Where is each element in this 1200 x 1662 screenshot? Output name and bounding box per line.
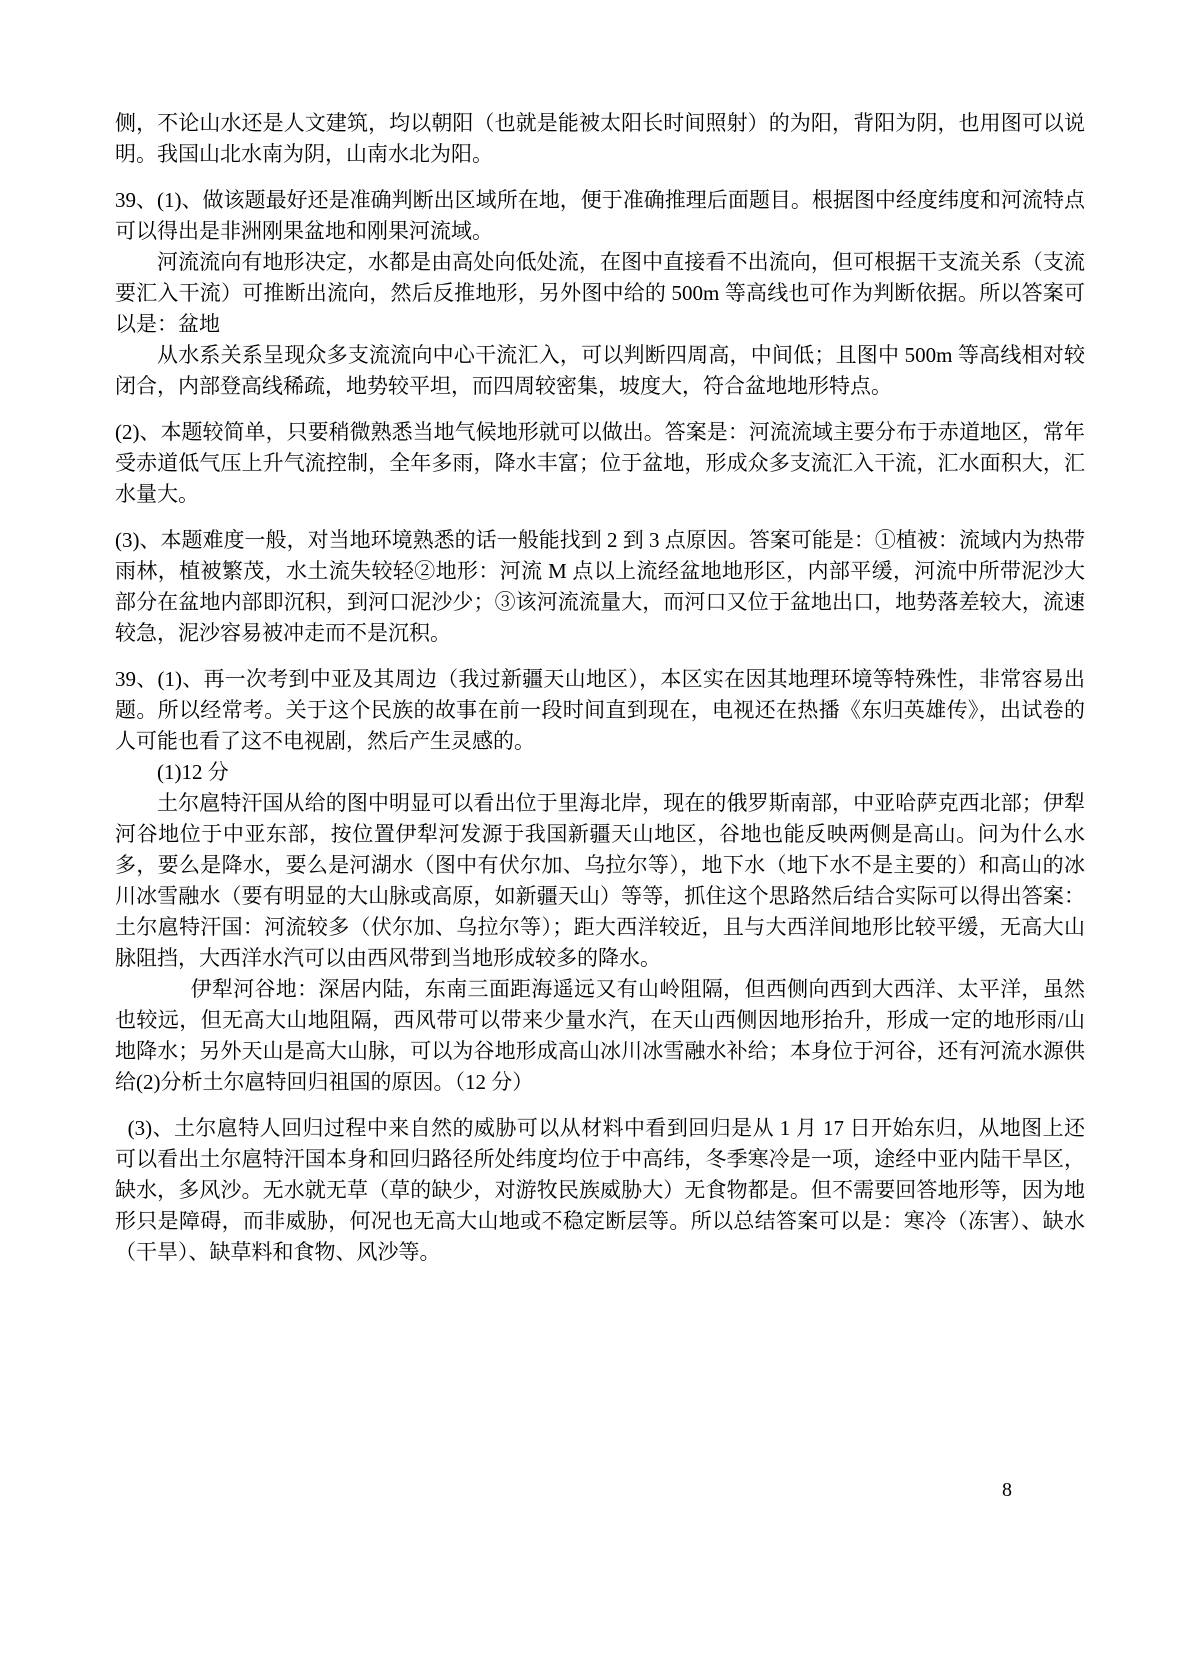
body-paragraph-points-label: (1)12 分	[157, 760, 229, 784]
body-paragraph-river-flow: 河流流向有地形决定，水都是由高处向低处流，在图中直接看不出流向，但可根据干支流关系（支流要汇入干流）可推断出流向，然后反推地形，另外图中给的 500m 等高线也可作为判断依据。所以答案可以是：盆地	[115, 250, 1085, 336]
body-paragraph-water-system: 从水系关系呈现众多支流流向中心干流汇入，可以判断四周高，中间低；且图中 500m 等高线相对较闭合，内部登高线稀疏，地势较平坦，而四周较密集，坡度大，符合盆地地形特点。	[115, 343, 1085, 398]
body-paragraph-q39-1-intro: 39、(1)、做该题最好还是准确判断出区域所在地，便于准确推理后面题目。根据图中经度纬度和河流特点可以得出是非洲刚果盆地和刚果河流域。	[115, 188, 1085, 243]
body-paragraph-q39-2: (2)、本题较简单，只要稍微熟悉当地气候地形就可以做出。答案是：河流流域主要分布于赤道地区，常年受赤道低气压上升气流控制，全年多雨，降水丰富；位于盆地，形成众多支流汇入干流，汇水面积大，汇水量大。	[115, 420, 1085, 506]
body-paragraph-ili-valley: 伊犁河谷地：深居内陆，东南三面距海遥远又有山岭阻隔，但西侧向西到大西洋、太平洋，虽然也较远，但无高大山地阻隔，西风带可以带来少量水汽，在天山西侧因地形抬升，形成一定的地形雨/山地降水；另外天山是高大山脉，可以为谷地形成高山冰川冰雪融水补给；本身位于河谷，还有河流水源供给(2)分析土尔扈特回归祖国的原因。（12 分）	[115, 977, 1085, 1094]
body-paragraph-torghut: 土尔扈特汗国从给的图中明显可以看出位于里海北岸，现在的俄罗斯南部，中亚哈萨克西北部；伊犁河谷地位于中亚东部，按位置伊犁河发源于我国新疆天山地区，谷地也能反映两侧是高山。问为什么水多，要么是降水，要么是河湖水（图中有伏尔加、乌拉尔等），地下水（地下水不是主要的）和高山的冰川冰雪融水（要有明显的大山脉或高原，如新疆天山）等等，抓住这个思路然后结合实际可以得出答案：土尔扈特汗国：河流较多（伏尔加、乌拉尔等）；距大西洋较近，且与大西洋间地形比较平缓，无高大山脉阻挡，大西洋水汽可以由西风带到当地形成较多的降水。	[115, 791, 1085, 970]
body-paragraph-q39b-3: (3)、土尔扈特人回归过程中来自然的威胁可以从材料中看到回归是从 1 月 17 日开始东归，从地图上还可以看出土尔扈特汗国本身和回归路径所处纬度均位于中高纬，冬季寒冷是一项，途经中亚内陆干旱区，缺水，多风沙。无水就无草（草的缺少，对游牧民族威胁大）无食物都是。但不需要回答地形等，因为地形只是障碍，而非威胁，何况也无高大山地或不稳定断层等。所以总结答案可以是：寒冷（冻害）、缺水（干旱）、缺草料和食物、风沙等。	[115, 1116, 1085, 1264]
document-body	[115, 108, 1085, 1268]
body-paragraph-continuation: 侧，不论山水还是人文建筑，均以朝阳（也就是能被太阳长时间照射）的为阳，背阳为阴，也用图可以说明。我国山北水南为阴，山南水北为阳。	[115, 111, 1085, 166]
body-paragraph-q39-3: (3)、本题难度一般，对当地环境熟悉的话一般能找到 2 到 3 点原因。答案可能是：①植被：流域内为热带雨林，植被繁茂，水土流失较轻②地形：河流 M 点以上流经盆地地形区，内部平缓，河流中所带泥沙大部分在盆地内部即沉积，到河口泥沙少；③该河流流量大，而河口又位于盆地出口，地势落差较大，流速较急，泥沙容易被冲走而不是沉积。	[115, 528, 1085, 645]
body-paragraph-q39b-1-intro: 39、(1)、再一次考到中亚及其周边（我过新疆天山地区），本区实在因其地理环境等特殊性，非常容易出题。所以经常考。关于这个民族的故事在前一段时间直到现在，电视还在热播《东归英雄传》，出试卷的人可能也看了这不电视剧，然后产生灵感的。	[115, 667, 1085, 753]
page-number: 8	[1002, 1479, 1012, 1501]
